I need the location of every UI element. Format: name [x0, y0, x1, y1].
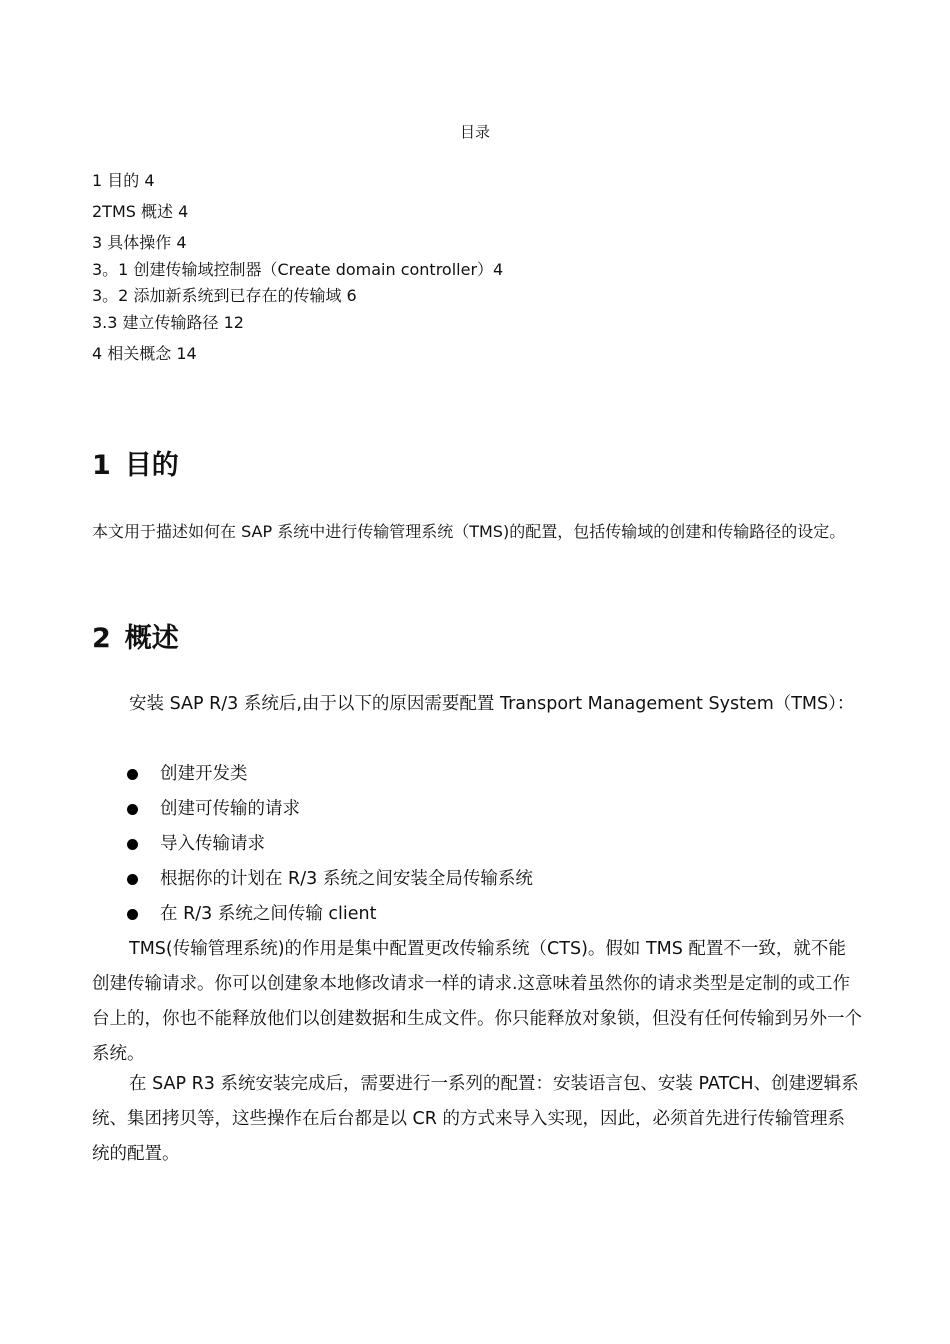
list-item	[92, 862, 862, 897]
list-item-text: 根据你的计划在 R/3 系统之间安装全局传输系统	[160, 869, 533, 889]
section-2-intro: 安装 SAP R/3 系统后,由于以下的原因需要配置 Transport Management System（TMS）：	[129, 694, 855, 714]
list-item	[92, 792, 862, 827]
bullet-icon	[127, 769, 138, 780]
list-item-text: 在 R/3 系统之间传输 client	[160, 904, 377, 924]
section-1-title: 目的	[124, 450, 179, 481]
section-1-number: 1	[92, 450, 111, 481]
reason-list	[92, 757, 862, 932]
toc-title: 目录	[459, 123, 490, 141]
toc-entry-1[interactable]: 1 目的 4	[92, 171, 155, 190]
toc-entry-3-3[interactable]: 3.3 建立传输路径 12	[92, 313, 244, 332]
section-1-body: 本文用于描述如何在 SAP 系统中进行传输管理系统（TMS)的配置，包括传输域的创建和传输路径的设定。	[92, 522, 846, 541]
toc-entry-3-2[interactable]: 3。2 添加新系统到已存在的传输域 6	[92, 286, 357, 305]
toc-entry-3-1[interactable]: 3。1 创建传输域控制器（Create domain controller）4	[92, 260, 504, 279]
section-2-number: 2	[92, 623, 111, 654]
list-item-text: 创建可传输的请求	[160, 799, 300, 819]
list-item-text: 导入传输请求	[160, 834, 265, 854]
section-2-paragraph-1: TMS(传输管理系统)的作用是集中配置更改传输系统（CTS)。假如 TMS 配置不一致，就不能创建传输请求。你可以创建象本地修改请求一样的请求.这意味着虽然你的请求类型是定制的或工作台上的，你也不能释放他们以创建数据和生成文件。你只能释放对象锁，但没有任何传输到另外一个系统。	[92, 939, 862, 1064]
toc-entry-3[interactable]: 3 具体操作 4	[92, 233, 187, 252]
list-item-text: 创建开发类	[160, 764, 248, 784]
bullet-icon	[127, 804, 138, 815]
list-item	[92, 757, 862, 792]
section-2-heading	[92, 622, 179, 656]
section-2-paragraph-2: 在 SAP R3 系统安装完成后，需要进行一系列的配置：安装语言包、安装 PATCH、创建逻辑系统、集团拷贝等，这些操作在后台都是以 CR 的方式来导入实现，因此，必须首先进行传输管理系统的配置。	[92, 1074, 859, 1164]
section-1-heading	[92, 449, 179, 483]
bullet-icon	[127, 874, 138, 885]
list-item	[92, 827, 862, 862]
bullet-icon	[127, 839, 138, 850]
bullet-icon	[127, 909, 138, 920]
toc-entry-4[interactable]: 4 相关概念 14	[92, 344, 197, 363]
list-item	[92, 897, 862, 932]
section-2-title: 概述	[124, 623, 179, 654]
toc-entry-2[interactable]: 2TMS 概述 4	[92, 202, 189, 221]
